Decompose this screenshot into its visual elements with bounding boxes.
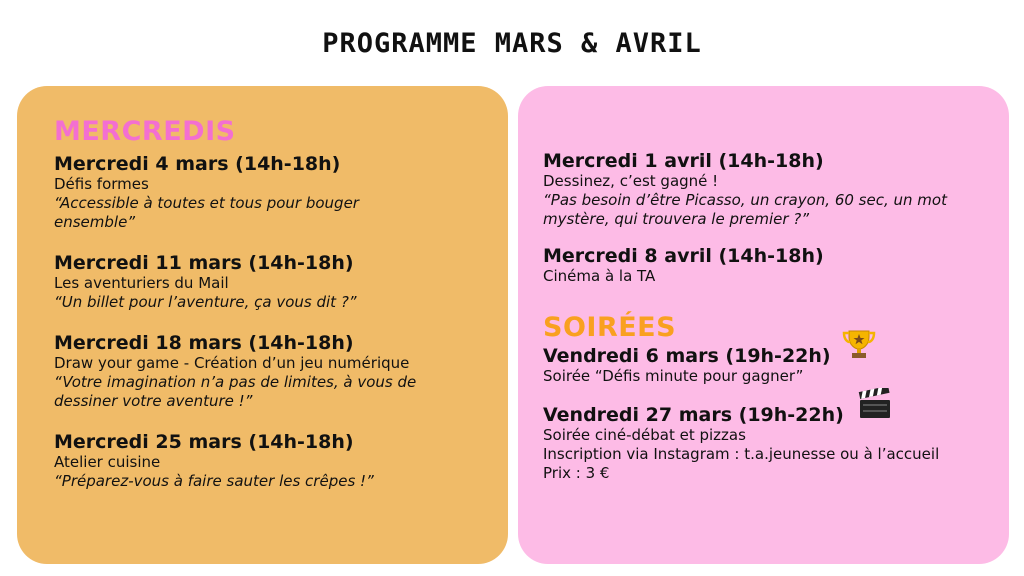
event-quote: “Accessible à toutes et tous pour bouger ensemble” [54,194,359,231]
event-mercredi-25-mars [54,431,508,491]
event-title: Mercredi 1 avril (14h-18h) [543,150,824,172]
event-mercredi-1-avril [543,150,1009,229]
event-quote: “Un billet pour l’aventure, ça vous dit ?” [54,293,357,311]
event-mercredi-4-mars [54,153,508,232]
event-quote: “Pas besoin d’être Picasso, un crayon, 60 sec, un mot mystère, qui trouvera le premier ?” [543,191,947,228]
clapperboard-icon [858,388,892,424]
event-description: Atelier cuisine [54,453,161,471]
event-quote: “Votre imagination n’a pas de limites, à vous de dessiner votre aventure !” [54,373,417,410]
event-mercredi-11-mars [54,252,508,312]
event-description: Cinéma à la TA [543,267,656,285]
event-title: Mercredi 4 mars (14h-18h) [54,153,341,175]
event-description: Soirée “Défis minute pour gagner” [543,367,804,385]
event-mercredi-18-mars [54,332,508,411]
event-title: Mercredi 25 mars (14h-18h) [54,431,354,453]
event-quote: “Préparez-vous à faire sauter les crêpes !” [54,472,374,490]
event-description: Soirée ciné-débat et pizzas [543,426,746,444]
soirees-heading: SOIRÉES [543,312,677,343]
event-title: Mercredi 8 avril (14h-18h) [543,245,824,267]
event-title: Mercredi 18 mars (14h-18h) [54,332,354,354]
event-description: Les aventuriers du Mail [54,274,229,292]
event-description: Dessinez, c’est gagné ! [543,172,719,190]
trophy-icon [841,325,877,365]
event-vendredi-27-mars [543,404,1009,483]
event-description: Défis formes [54,175,149,193]
mercredis-panel [17,86,508,564]
avril-soirees-panel [518,86,1009,564]
mercredis-heading: MERCREDIS [54,116,236,147]
event-mercredi-8-avril [543,245,1009,286]
event-title-row [543,345,1009,367]
event-description: Draw your game - Création d’un jeu numérique [54,354,410,372]
event-title-row [543,404,1009,426]
page-title: PROGRAMME MARS & AVRIL [322,28,702,59]
event-title: Mercredi 11 mars (14h-18h) [54,252,354,274]
event-price: Prix : 3 € [543,464,610,482]
event-title: Vendredi 27 mars (19h-22h) [543,404,844,426]
event-vendredi-6-mars [543,345,1009,386]
event-registration: Inscription via Instagram : t.a.jeunesse ou à l’accueil [543,445,940,463]
event-title: Vendredi 6 mars (19h-22h) [543,345,831,367]
